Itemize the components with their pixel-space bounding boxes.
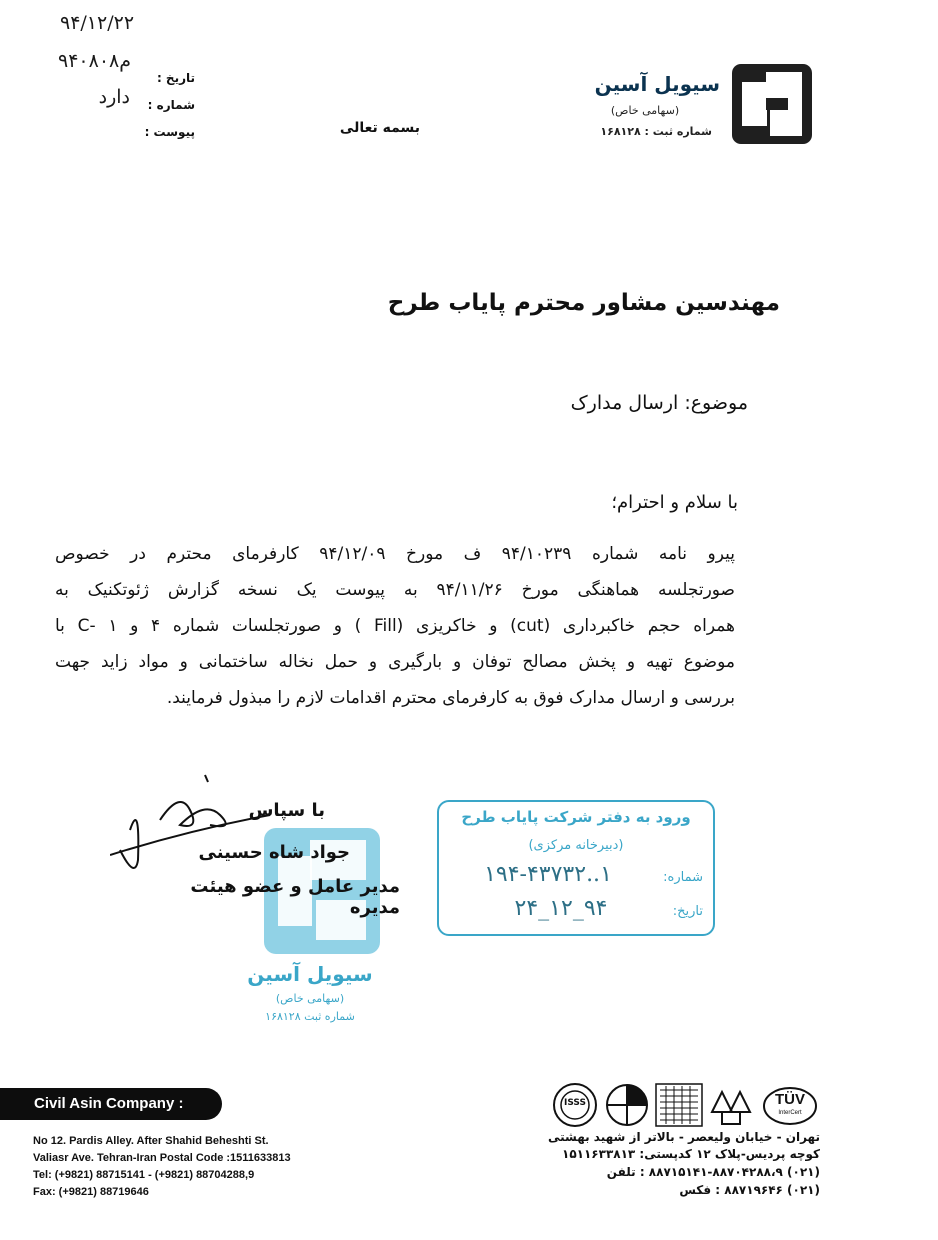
receipt-number-value: ۱..۱۹۴-۴۳۷۳۲	[484, 862, 612, 887]
footer-address-en-2: Valiasr Ave. Tehran-Iran Postal Code :1511633813	[33, 1152, 291, 1164]
footer-address-en-1: No 12. Pardis Alley. After Shahid Beheshti St.	[33, 1135, 269, 1147]
company-logo	[732, 64, 812, 144]
receipt-date-label: تاریخ:	[672, 904, 703, 919]
footer-fax-en: Fax: (+9821) 88719646	[33, 1186, 149, 1198]
footer-company-en: Civil Asin Company :	[34, 1095, 184, 1112]
closing-text: با سپاس	[248, 800, 325, 821]
number-label: شماره :	[147, 98, 195, 112]
receipt-number-label: شماره:	[663, 870, 703, 885]
globe-certification-logo	[605, 1082, 649, 1128]
company-type: (سهامی خاص)	[610, 104, 680, 117]
interlock-certification-logo	[708, 1082, 754, 1128]
seal-company-type: (سهامی خاص)	[275, 992, 345, 1005]
footer-address-fa-2: کوچه پردیس-پلاک ۱۲ کدپستی: ۱۵۱۱۶۳۳۸۱۳	[562, 1147, 820, 1161]
footer-tel-fa: (۰۲۱) ۸۸۷۱۵۱۴۱-۸۸۷۰۴۲۸۸،۹ : تلفن	[606, 1165, 820, 1179]
footer-tel-en: Tel: (+9821) 88715141 - (+9821) 88704288,9	[33, 1169, 255, 1181]
body-line: پیرو نامه شماره ۹۴/۱۰۲۳۹ ف مورخ ۹۴/۱۲/۰۹ کارفرمای محترم در خصوص	[55, 544, 735, 564]
isc-logo-text: ISSS	[564, 1098, 586, 1108]
receipt-stamp	[437, 800, 715, 936]
handwritten-number: ۹۴۰۸۰۸م	[58, 50, 131, 72]
letter-body	[55, 536, 735, 716]
recipient-heading: مهندسین مشاور محترم پایاب طرح	[387, 290, 780, 316]
body-line: موضوع تهیه و پخش مصالح توفان و بارگیری و حمل نخاله ساختمانی و مواد زاید جهت	[55, 652, 735, 672]
company-name: سیویل آسین	[594, 72, 720, 96]
date-label: تاریخ :	[156, 71, 195, 85]
handwritten-attachment: دارد	[98, 86, 130, 108]
seal-company-name: سیویل آسین	[247, 962, 373, 986]
tuv-logo-text: TÜV	[775, 1091, 805, 1108]
body-line: همراه حجم خاکبرداری (cut) و خاکریزی (Fill ) و صورتجلسات شماره ۴ و ۱ -C با	[55, 616, 735, 636]
body-line: بررسی و ارسال مدارک فوق به کارفرمای محترم اقدامات لازم را مبذول فرمایند.	[166, 688, 735, 708]
footer-address-fa-1: تهران - خیابان ولیعصر - بالاتر از شهید بهشتی	[547, 1130, 820, 1144]
basmala: بسمه تعالی	[339, 120, 420, 136]
footer-fax-fa: (۰۲۱) ۸۸۷۱۹۶۴۶ : فکس	[679, 1183, 820, 1197]
receipt-date-value: ۹۴_۱۲_۲۴	[514, 896, 608, 921]
signer-name: جواد شاه حسینی	[198, 842, 350, 863]
tuv-certification-logo	[762, 1086, 818, 1126]
building-certification-logo	[654, 1082, 704, 1128]
company-registration: شماره ثبت : ۱۶۸۱۲۸	[600, 125, 712, 138]
handwritten-date: ۹۴/۱۲/۲۲	[60, 12, 135, 34]
signer-title: مدیر عامل و عضو هیئت مدیره	[190, 876, 400, 918]
receipt-stamp-subtitle: (دبیرخانه مرکزی)	[528, 838, 624, 853]
receipt-stamp-title: ورود به دفتر شرکت پایاب طرح	[461, 808, 691, 826]
seal-registration: شماره ثبت ۱۶۸۱۲۸	[265, 1010, 355, 1023]
isc-certification-logo	[552, 1082, 598, 1128]
signature-mark	[110, 770, 310, 880]
attachment-label: پیوست :	[144, 125, 195, 139]
body-line: صورتجلسه هماهنگی مورخ ۹۴/۱۱/۲۶ به پیوست یک نسخه گزارش ژئوتکنیک به	[55, 580, 735, 600]
subject-line: موضوع: ارسال مدارک	[570, 392, 748, 414]
footer-company-banner	[0, 1088, 222, 1120]
tuv-logo-subtext: InterCert	[778, 1110, 802, 1116]
greeting: با سلام و احترام؛	[611, 492, 738, 513]
